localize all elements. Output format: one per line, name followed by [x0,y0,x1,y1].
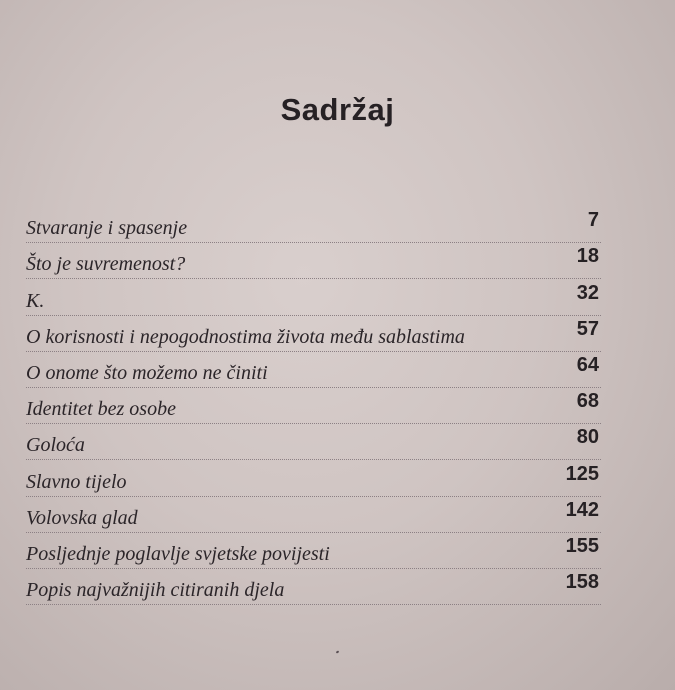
toc-entry-page: 80 [576,426,599,449]
toc-entry-title: K. [26,289,45,312]
toc-entry [26,352,601,388]
toc-entry-page: 158 [565,571,599,594]
toc-entry-title: Identitet bez osobe [26,398,176,421]
toc-entry-page: 64 [576,353,599,376]
toc-entry-title: Volovska glad [26,506,138,529]
table-of-contents [26,207,601,605]
toc-entry [26,388,601,424]
toc-entry [26,569,601,605]
toc-entry [26,497,601,533]
toc-entry-title: O onome što možemo ne činiti [26,361,268,384]
toc-entry-page: 7 [587,209,599,232]
toc-entry-title: Stvaranje i spasenje [26,217,188,240]
toc-entry [26,316,601,352]
toc-entry-page: 142 [565,498,599,521]
toc-entry-page: 18 [576,245,599,268]
toc-entry-title: Popis najvažnijih citiranih djela [26,579,285,602]
toc-entry-page: 57 [576,317,599,340]
toc-entry [26,279,601,315]
paper-speck [336,650,340,653]
toc-entry-title: Što je suvremenost? [26,253,186,276]
toc-entry [26,207,601,243]
toc-entry-title: O korisnosti i nepogodnostima života među sablastima [26,325,465,348]
toc-entry-title: Slavno tijelo [26,470,127,493]
toc-entry-page: 32 [576,281,599,304]
toc-entry-page: 155 [565,534,599,557]
toc-entry [26,424,601,460]
page-title: Sadržaj [280,92,395,127]
toc-entry [26,243,601,279]
toc-entry-title: Posljednje poglavlje svjetske povijesti [26,542,330,565]
toc-entry-page: 125 [565,462,599,485]
toc-entry [26,460,601,496]
toc-entry [26,533,601,569]
toc-entry-title: Goloća [26,434,85,457]
toc-entry-page: 68 [576,390,599,413]
